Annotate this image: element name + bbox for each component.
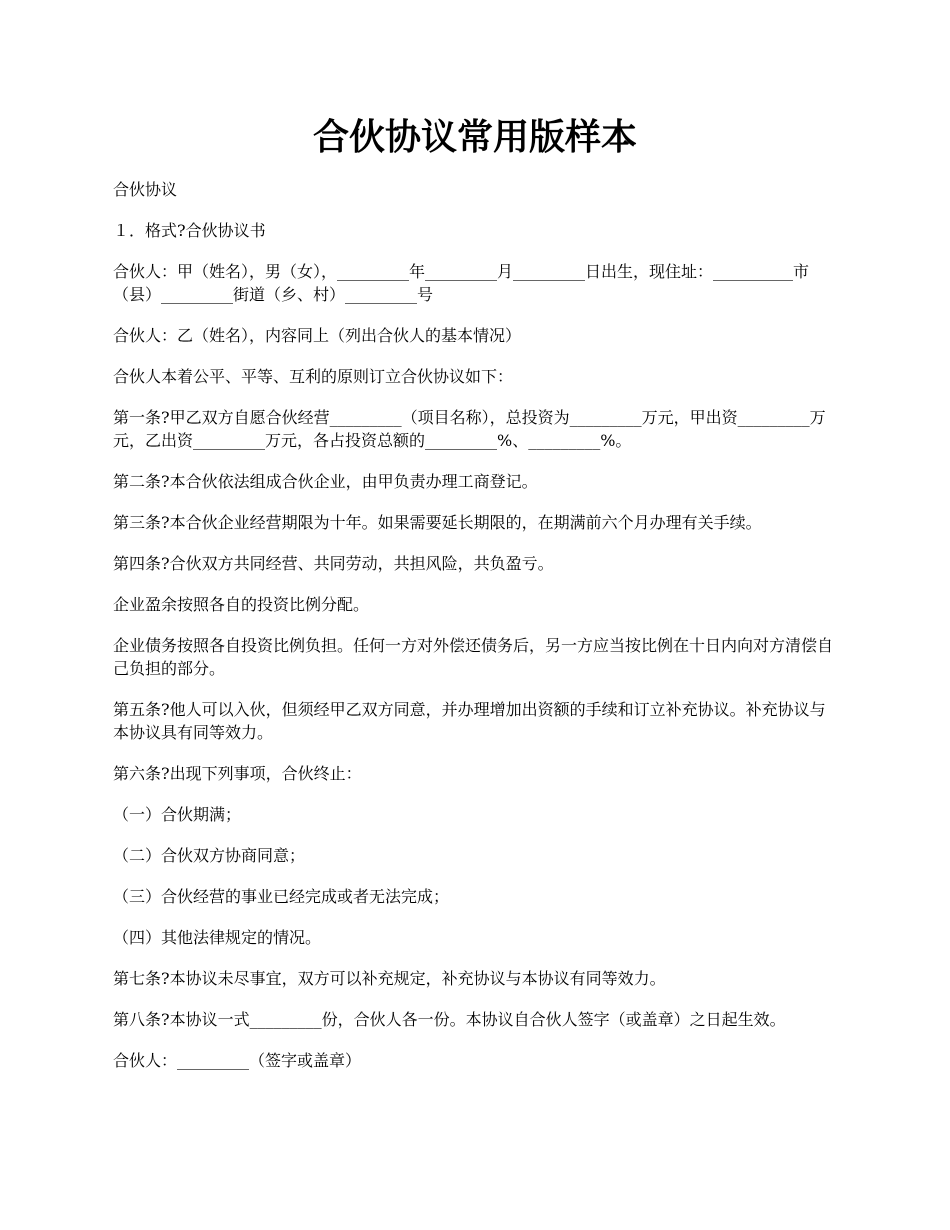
- paragraph-partner-b: 合伙人：乙（姓名），内容同上（列出合伙人的基本情况）: [113, 326, 522, 345]
- article-5: 第五条?他人可以入伙，但须经甲乙双方同意，并办理增加出资额的手续和订立补充协议。补充协议与本协议具有同等效力。: [113, 700, 826, 742]
- paragraph-preamble: 合伙人本着公平、平等、互利的原则订立合伙协议如下：: [113, 367, 514, 386]
- termination-item-3: （三）合伙经营的事业已经完成或者无法完成；: [113, 887, 450, 906]
- article-7: 第七条?本协议未尽事宜，双方可以补充规定，补充协议与本协议有同等效力。: [113, 969, 666, 988]
- termination-item-4: （四）其他法律规定的情况。: [113, 928, 322, 947]
- termination-item-1: （一）合伙期满；: [113, 805, 242, 824]
- paragraph-format: １．格式?合伙协议书: [113, 221, 266, 240]
- document-title: 合伙协议常用版样本: [312, 116, 637, 158]
- article-1: 第一条?甲乙双方自愿合伙经营_________（项目名称），总投资为_________万元，甲出资_________万元，乙出资_________万元，各占投资总额的_________%、_________%。: [113, 408, 826, 450]
- article-4: 第四条?合伙双方共同经营、共同劳动，共担风险，共负盈亏。: [113, 554, 554, 573]
- document-body: [113, 178, 839, 1090]
- signature-line: 合伙人：_________（签字或盖章）: [113, 1051, 362, 1070]
- paragraph-partner-a: 合伙人：甲（姓名），男（女），_________年_________月_________日出生，现住址：__________市（县）_________街道（乡、村）_________号: [113, 262, 810, 304]
- paragraph-heading: 合伙协议: [113, 180, 178, 199]
- debt-liability: 企业债务按照各自投资比例负担。任何一方对外偿还债务后，另一方应当按比例在十日内向对方清偿自己负担的部分。: [113, 636, 834, 678]
- termination-item-2: （二）合伙双方协商同意；: [113, 846, 306, 865]
- article-6: 第六条?出现下列事项，合伙终止：: [113, 764, 362, 783]
- profit-distribution: 企业盈余按照各自的投资比例分配。: [113, 595, 370, 614]
- article-2: 第二条?本合伙依法组成合伙企业，由甲负责办理工商登记。: [113, 472, 538, 491]
- article-3: 第三条?本合伙企业经营期限为十年。如果需要延长期限的，在期满前六个月办理有关手续。: [113, 513, 762, 532]
- article-8: 第八条?本协议一式_________份，合伙人各一份。本协议自合伙人签字（或盖章）之日起生效。: [113, 1010, 786, 1029]
